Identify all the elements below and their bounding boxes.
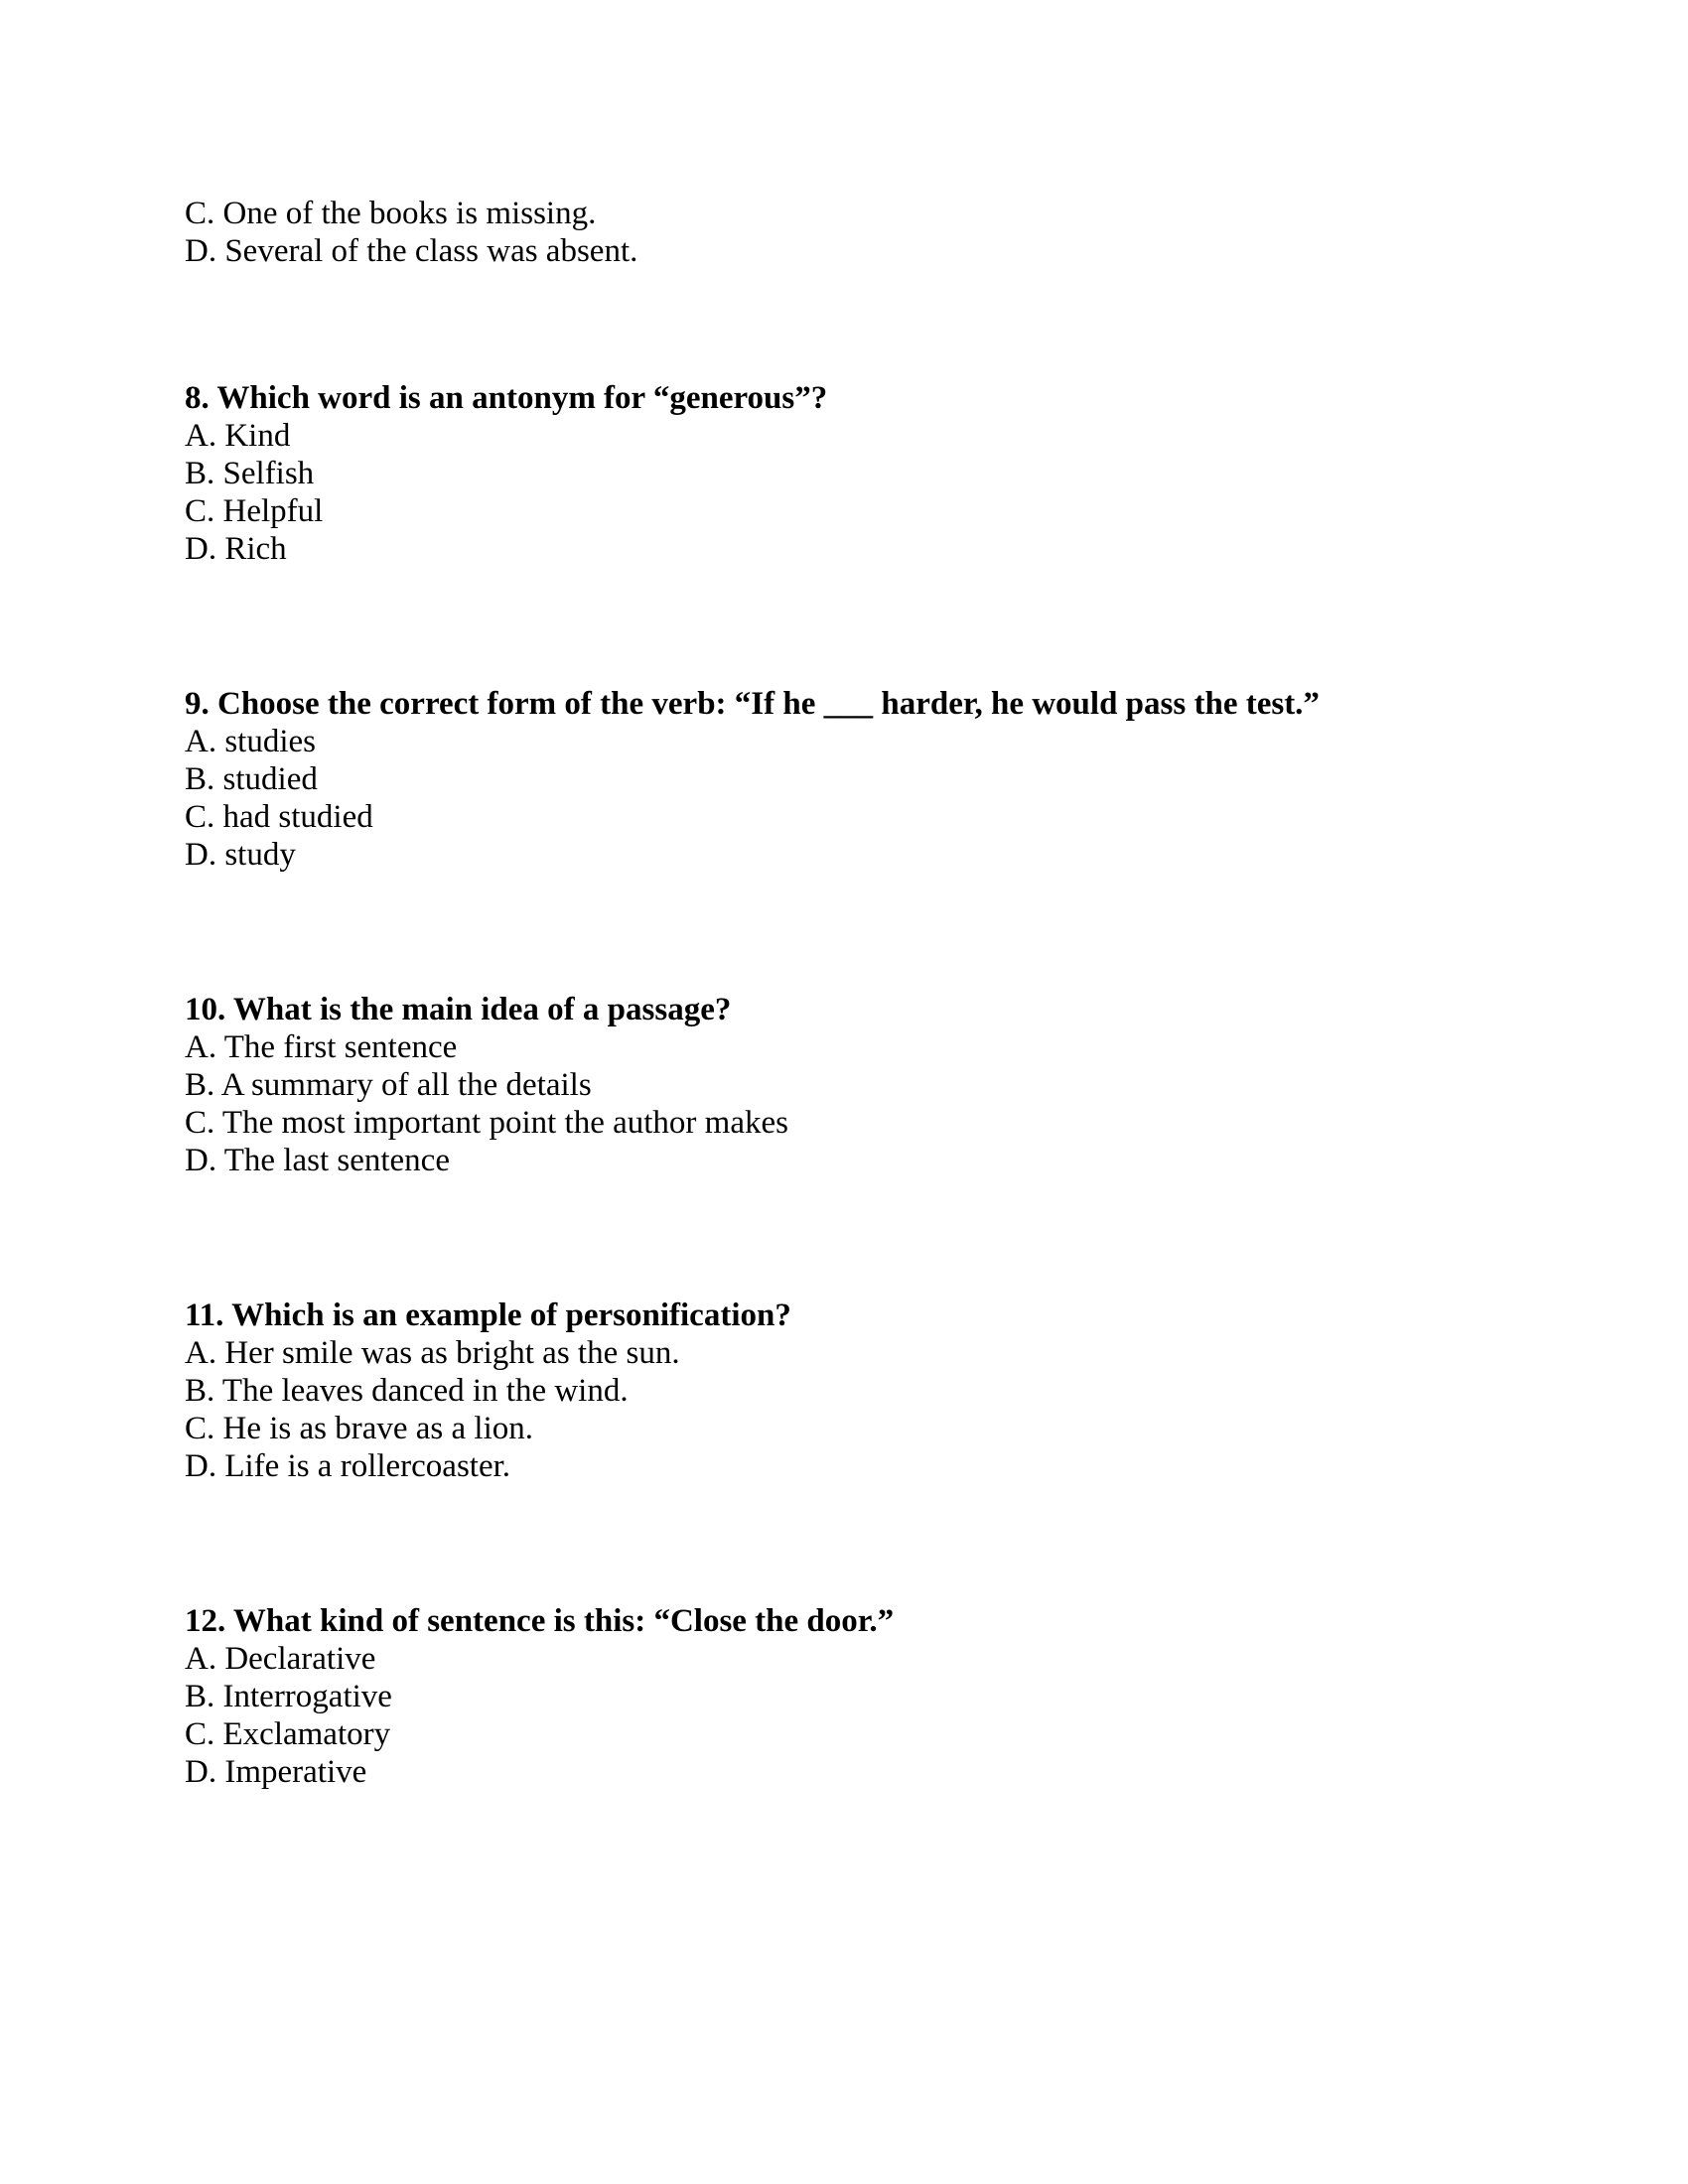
question-7-continuation-block <box>185 195 1529 270</box>
answer-option: D. The last sentence <box>185 1143 450 1178</box>
answer-option: B. Interrogative <box>185 1679 392 1714</box>
document-content <box>185 195 1529 1791</box>
question-stem: 9. Choose the correct form of the verb: “If he ___ harder, he would pass the test.” <box>185 686 1320 722</box>
answer-option: C. The most important point the author makes <box>185 1105 788 1141</box>
answer-option: D. study <box>185 837 296 873</box>
answer-option: D. Several of the class was absent. <box>185 233 638 269</box>
answer-option: C. He is as brave as a lion. <box>185 1411 533 1446</box>
question-block-9 <box>185 685 1529 874</box>
answer-option: A. Kind <box>185 418 291 454</box>
question-block-8 <box>185 379 1529 568</box>
answer-option: B. A summary of all the details <box>185 1067 592 1103</box>
answer-option: B. Selfish <box>185 456 315 491</box>
answer-option: A. The first sentence <box>185 1029 458 1065</box>
question-block-11 <box>185 1297 1529 1485</box>
question-stem: 12. What kind of sentence is this: “Close the door.” <box>185 1603 895 1639</box>
question-stem: 8. Which word is an antonym for “generous”? <box>185 380 828 416</box>
question-block-12 <box>185 1602 1529 1791</box>
answer-option: C. Helpful <box>185 493 324 529</box>
answer-option: A. studies <box>185 724 316 759</box>
question-stem: 11. Which is an example of personification? <box>185 1297 791 1333</box>
answer-option: B. The leaves danced in the wind. <box>185 1373 629 1409</box>
answer-option: C. had studied <box>185 799 373 835</box>
answer-option: B. studied <box>185 761 318 797</box>
answer-option: A. Her smile was as bright as the sun. <box>185 1335 680 1371</box>
question-block-10 <box>185 991 1529 1179</box>
answer-option: D. Rich <box>185 531 287 567</box>
answer-option: A. Declarative <box>185 1641 376 1677</box>
question-stem: 10. What is the main idea of a passage? <box>185 992 732 1027</box>
answer-option: C. One of the books is missing. <box>185 196 597 231</box>
answer-option: D. Life is a rollercoaster. <box>185 1448 511 1484</box>
answer-option: C. Exclamatory <box>185 1716 391 1752</box>
answer-option: D. Imperative <box>185 1754 367 1790</box>
